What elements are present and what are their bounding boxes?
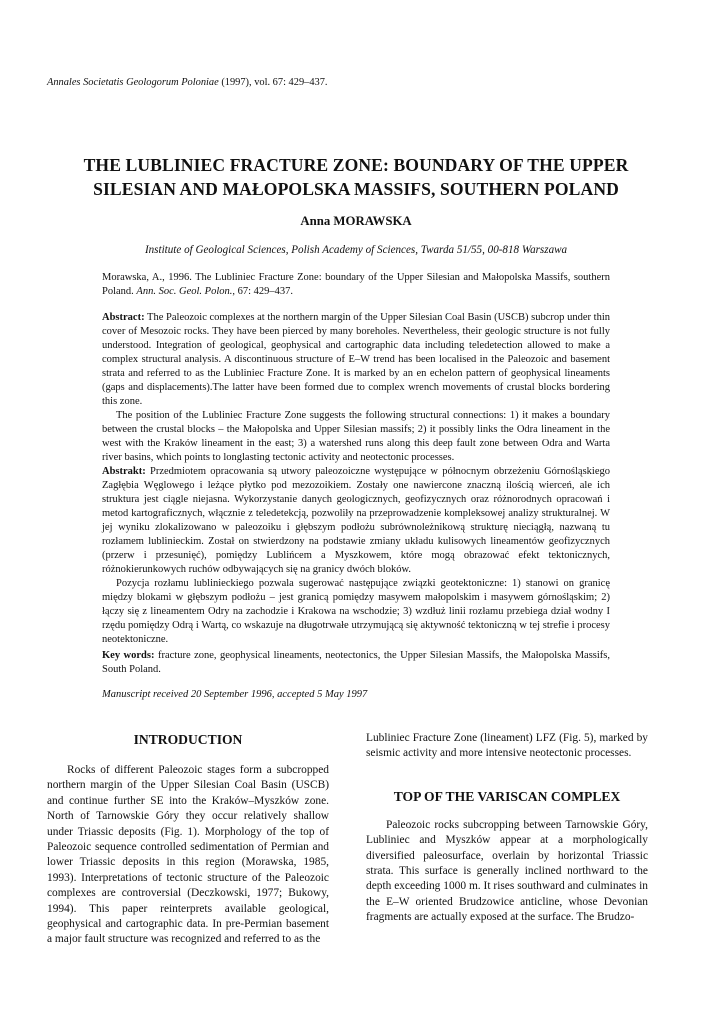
keywords-label: Key words: [102, 650, 155, 661]
variscan-text: Paleozoic rocks subcropping between Tarnowskie Góry, Lubliniec and Myszków appear at a morphologically diversified paleosurface, overlain by horizontal Triassic strata. This surface is generally inclined northward to the depth exceeding 1000 m. It rises southward and culminates in the E–W oriented Brudzowice anticline, whose Devonian fragments are actually exposed at the surface. The Brudzo- [366, 818, 648, 924]
author-name: Anna MORAWSKA [300, 214, 412, 228]
keywords-text: fracture zone, geophysical lineaments, neotectonics, the Upper Silesian Massifs, the Małopolska Massifs, South Poland. [102, 650, 610, 675]
abstract-pl-text-1: Przedmiotem opracowania są utwory paleozoiczne występujące w północnym obrzeżeniu Górnośląskiego Zagłębia Węglowego i leżące płytko pod mezozoikiem. Zostały one nawiercone znaczną ilością wierceń, ale ich struktura jest ciągle niejasna. Wykorzystanie danych geologicznych, geofizycznych oraz różnorodnych opracowań i metod kartograficznych, włącznie z teledetekcją, pozwoliły na przeprowadzenie kompleksowej analizy strukturalnej. W jej wyniku zlokalizowano w paleozoiku i głębszym podłożu subrównoleżnikową strukturę nieciągłą, nazwaną tu rozłamem lublinieckim. Został on stwierdzony na podstawie zmiany układu kulisowych lineamentów geofizycznych (przerw i przesunięć), pomiędzy Lublińcem a Myszkowem, które mogą obrazować efekt tektonicznych, różnokierunkowych ruchów odbywających się na granicy dwóch bloków. [102, 466, 610, 575]
paper-title: THE LUBLINIEC FRACTURE ZONE: BOUNDARY OF THE UPPER SILESIAN AND MAŁOPOLSKA MASSIFS, SOUTHERN POLAND [83, 155, 629, 199]
citation-text: Morawska, A., 1996. The Lubliniec Fracture Zone: boundary of the Upper Silesian and Małopolska Massifs, southern Poland. [102, 272, 610, 297]
journal-details: (1997), vol. 67: 429–437. [218, 77, 328, 88]
right-column [366, 731, 648, 926]
abstract-en-paragraph [102, 311, 610, 409]
variscan-heading: TOP OF THE VARISCAN COMPLEX [393, 788, 621, 804]
abstract-pl-text-2: Pozycja rozłamu lublinieckiego pozwala sugerować następujące związki geotektoniczne: 1) stanowi on granicę między blokami w głębszym podłożu – jest granicą pomiędzy masywem małopolskim i masywem górnośląskim; 2) łączy się z lineamentem Odry na zachodzie i Krakowa na wschodzie; 3) wzdłuż linii rozłamu przebiega dział wodny I rzędu pomiędzy Odrą i Wartą, co wskazuje na długotrwałe utrzymującą się aktywność tektoniczną w tej strefie i procesy neotektoniczne. [102, 578, 610, 645]
introduction-continuation: Lubliniec Fracture Zone (lineament) LFZ (Fig. 5), marked by seismic activity and more intensive neotectonic processes. [366, 732, 648, 760]
abstract-pl-label: Abstrakt: [102, 466, 146, 477]
citation-journal: Ann. Soc. Geol. Polon. [136, 286, 233, 297]
author-affiliation: Institute of Geological Sciences, Polish Academy of Sciences, Twarda 51/55, 00-818 Warszawa [144, 244, 568, 256]
introduction-text: Rocks of different Paleozoic stages form a subcropped northern margin of the Upper Silesian Coal Basin (USCB) and continue further SE into the Kraków–Myszków zone. North of Tarnowskie Góry they occur relatively shallow under Triassic deposits (Fig. 1). Morphology of the top of Paleozoic sequence controlled sedimentation of Permian and lower Triassic deposits in this region (Morawska, 1985, 1993). Interpretations of tectonic structure of the Paleozoic complexes are controversial (Deczkowski, 1977; Bukowy, 1994). This paper reinterprets available geological, geophysical and cartographic data. In pre-Permian basement a major fault structure was recognized and referred to as the [47, 764, 329, 946]
citation [102, 271, 610, 299]
keywords [102, 649, 610, 677]
introduction-heading: INTRODUCTION [133, 732, 243, 747]
abstract-english [102, 311, 610, 465]
abstract-en-label: Abstract: [102, 312, 145, 323]
abstract-pl-paragraph [102, 465, 610, 577]
journal-reference [47, 77, 647, 89]
abstract-en-text-2: The position of the Lubliniec Fracture Zone suggests the following structural connections: 1) it makes a boundary between the crustal blocks – the Małopolska and Upper Silesian massifs; 2) it possibly links the Odra lineament in the west with the Kraków lineament in the east; 3) a watershed runs along this deep fault zone between Odra and Warta river basins, which points to longlasting tectonic activity and neotectonic processes. [102, 410, 610, 463]
abstract-polish [102, 465, 610, 647]
left-column [47, 731, 329, 948]
journal-name: Annales Societatis Geologorum Poloniae [47, 77, 219, 88]
abstract-en-text-1: The Paleozoic complexes at the northern margin of the Upper Silesian Coal Basin (USCB) subcrop under thin cover of Mesozoic rocks. They have been pierced by many boreholes. Nevertheless, their geologic structure is not fully understood. Integration of geological, geophysical and cartographic data including teledetection allowed to make a complex structural analysis. A discontinuous structure of E–W trend has been localised in the Paleozoic and basement strata and referred to as the Lubliniec Fracture Zone. It is marked by an en echelon pattern of geophysical lineaments (gaps and displacements).The latter have been formed due to complex wrench movements of crustal blocks bordering this zone. [102, 312, 610, 407]
manuscript-received: Manuscript received 20 September 1996, accepted 5 May 1997 [102, 689, 368, 700]
citation-pages: , 67: 429–437. [232, 286, 294, 297]
